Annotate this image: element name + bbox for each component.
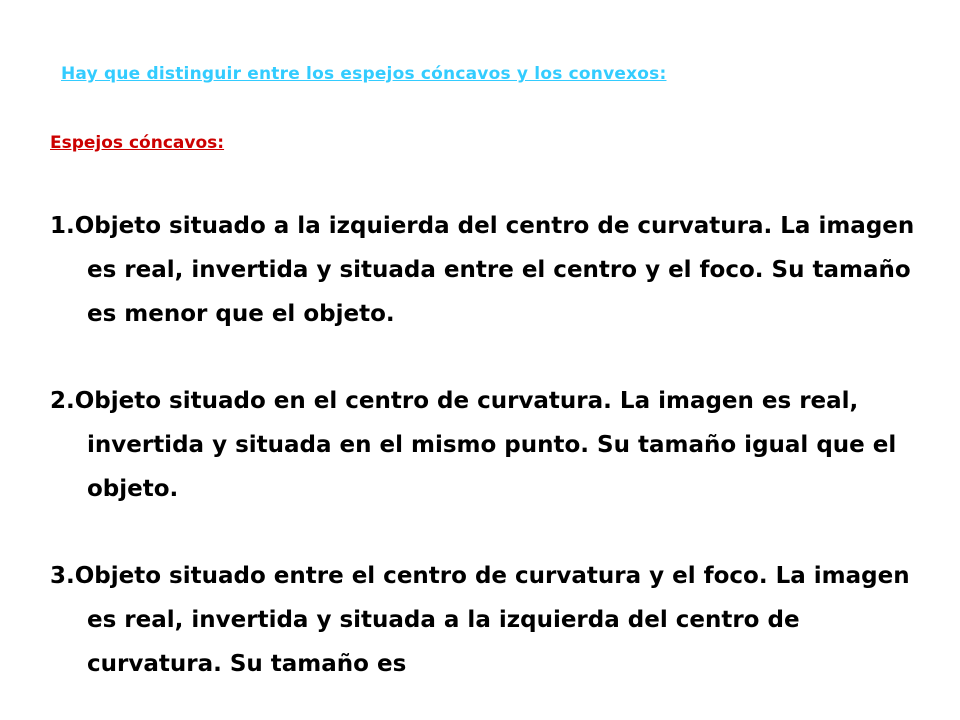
case-item-3: 3.Objeto situado entre el centro de curvatura y el foco. La imagen es real, invertida y situada a la izquierda del centro de curvatura. Su tamaño es [50, 563, 910, 677]
case-item-1: 1.Objeto situado a la izquierda del centro de curvatura. La imagen es real, invertida y situada entre el centro y el foco. Su tamaño es menor que el objeto. [50, 213, 915, 327]
section-subheading: Espejos cóncavos: [50, 133, 225, 153]
concave-mirror-cases [50, 204, 920, 720]
case-item-2: 2.Objeto situado en el centro de curvatura. La imagen es real, invertida y situada en el mismo punto. Su tamaño igual que el objeto. [50, 388, 897, 502]
slide-heading: Hay que distinguir entre los espejos cóncavos y los convexos: [61, 64, 667, 84]
